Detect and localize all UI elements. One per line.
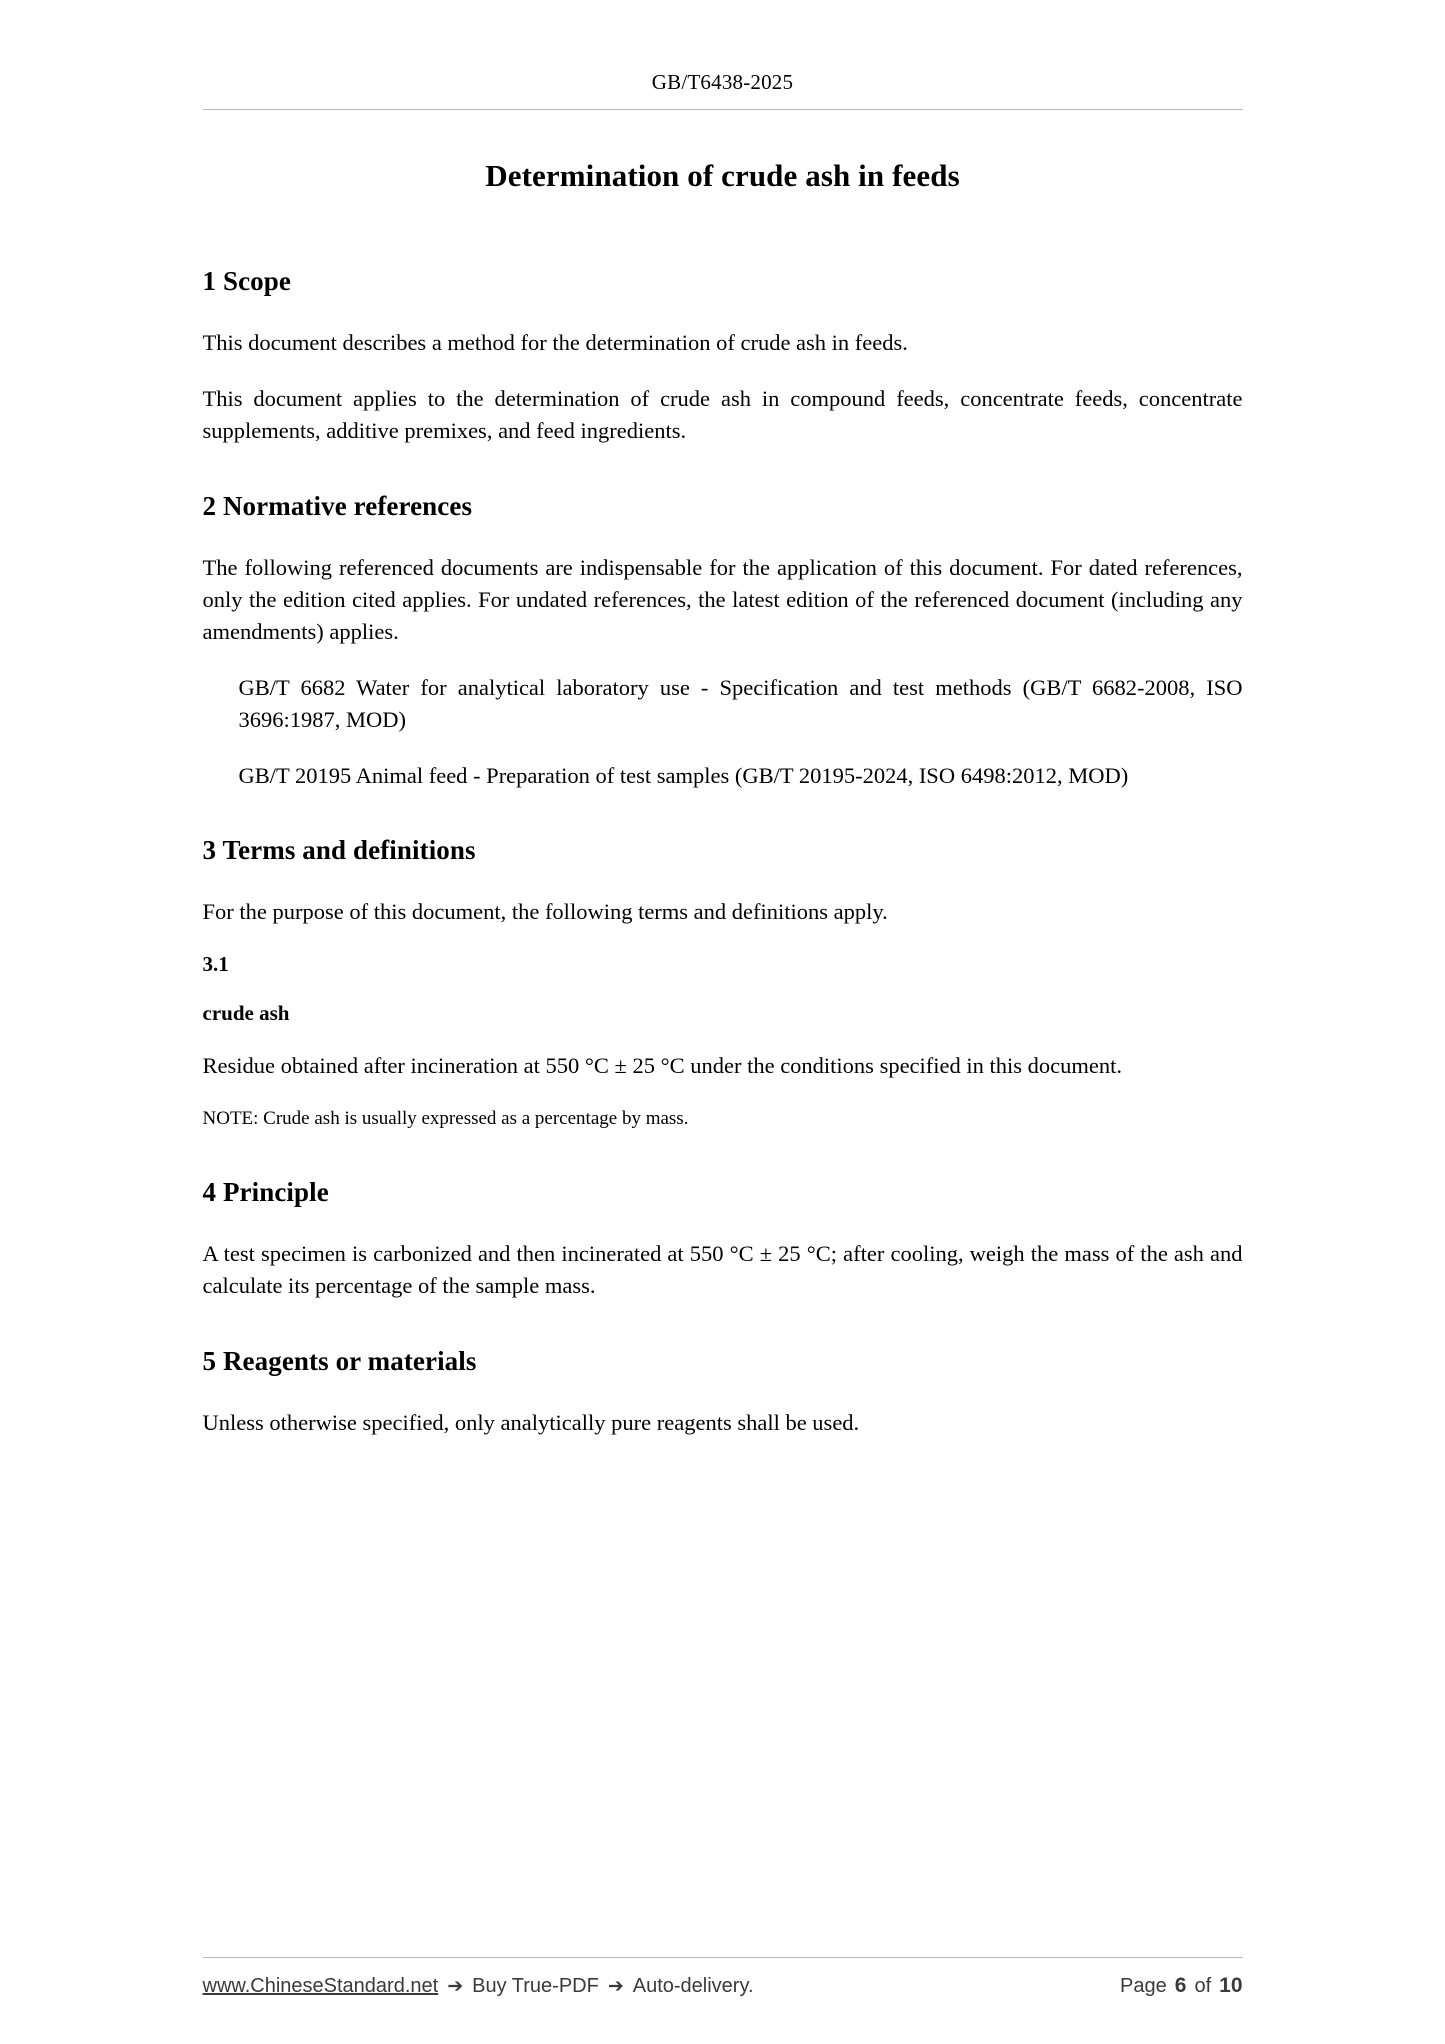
term-definition: Residue obtained after incineration at 550 °C ± 25 °C under the conditions specified in this document. (202, 1053, 1123, 1079)
page-total: 10 (1219, 1974, 1243, 1997)
footer-buy-text: Buy True-PDF (472, 1975, 599, 1997)
paragraph: For the purpose of this document, the following terms and definitions apply. (202, 899, 888, 925)
page-number: 6 (1174, 1974, 1187, 1997)
section-terms-and-definitions (203, 835, 1243, 1133)
section-heading: 3 Terms and definitions (202, 835, 476, 866)
section-principle (203, 1177, 1243, 1302)
paragraph: The following referenced documents are indispensable for the application of this document. For dated references, only the edition cited applies. For undated references, the latest edition of the referenced document (including any amendments) applies. (202, 554, 1243, 644)
section-reagents-or-materials (203, 1346, 1243, 1439)
term-name: crude ash (202, 1001, 290, 1026)
term-note: NOTE: Crude ash is usually expressed as a percentage by mass. (202, 1108, 689, 1130)
page-label: Page (1120, 1975, 1167, 1997)
page-of-label: of (1194, 1975, 1212, 1997)
page-footer (203, 1957, 1243, 1998)
reference-item: GB/T 6682 Water for analytical laboratory use - Specification and test methods (GB/T 6682-2008, ISO 3696:1987, MOD) (238, 674, 1243, 732)
section-heading: 4 Principle (202, 1177, 329, 1208)
arrow-right-icon: ➔ (607, 1975, 624, 1997)
paragraph: A test specimen is carbonized and then incinerated at 550 °C ± 25 °C; after cooling, weigh the mass of the ash and calculate its percentage of the sample mass. (202, 1241, 1243, 1299)
paragraph: Unless otherwise specified, only analytically pure reagents shall be used. (202, 1410, 860, 1436)
reference-item: GB/T 20195 Animal feed - Preparation of test samples (GB/T 20195-2024, ISO 6498:2012, MOD) (238, 762, 1129, 788)
section-scope (203, 266, 1243, 447)
section-normative-references (203, 491, 1243, 792)
document-code: GB/T6438-2025 (651, 70, 794, 94)
section-heading: 2 Normative references (202, 490, 473, 521)
paragraph: This document describes a method for the determination of crude ash in feeds. (202, 330, 908, 355)
footer-delivery-text: Auto-delivery. (632, 1975, 754, 1997)
page-title: Determination of crude ash in feeds (485, 158, 960, 193)
footer-website-link[interactable]: www.ChineseStandard.net (202, 1975, 439, 1997)
section-heading: 5 Reagents or materials (202, 1346, 477, 1377)
section-heading: 1 Scope (202, 266, 291, 296)
document-body (203, 110, 1243, 1439)
term-number: 3.1 (202, 952, 229, 977)
footer-divider (203, 1957, 1243, 1958)
paragraph: This document applies to the determination of crude ash in compound feeds, concentrate feeds, concentrate supplements, additive premixes, and feed ingredients. (202, 385, 1243, 443)
arrow-right-icon: ➔ (447, 1975, 464, 1997)
page-header (0, 0, 1445, 95)
